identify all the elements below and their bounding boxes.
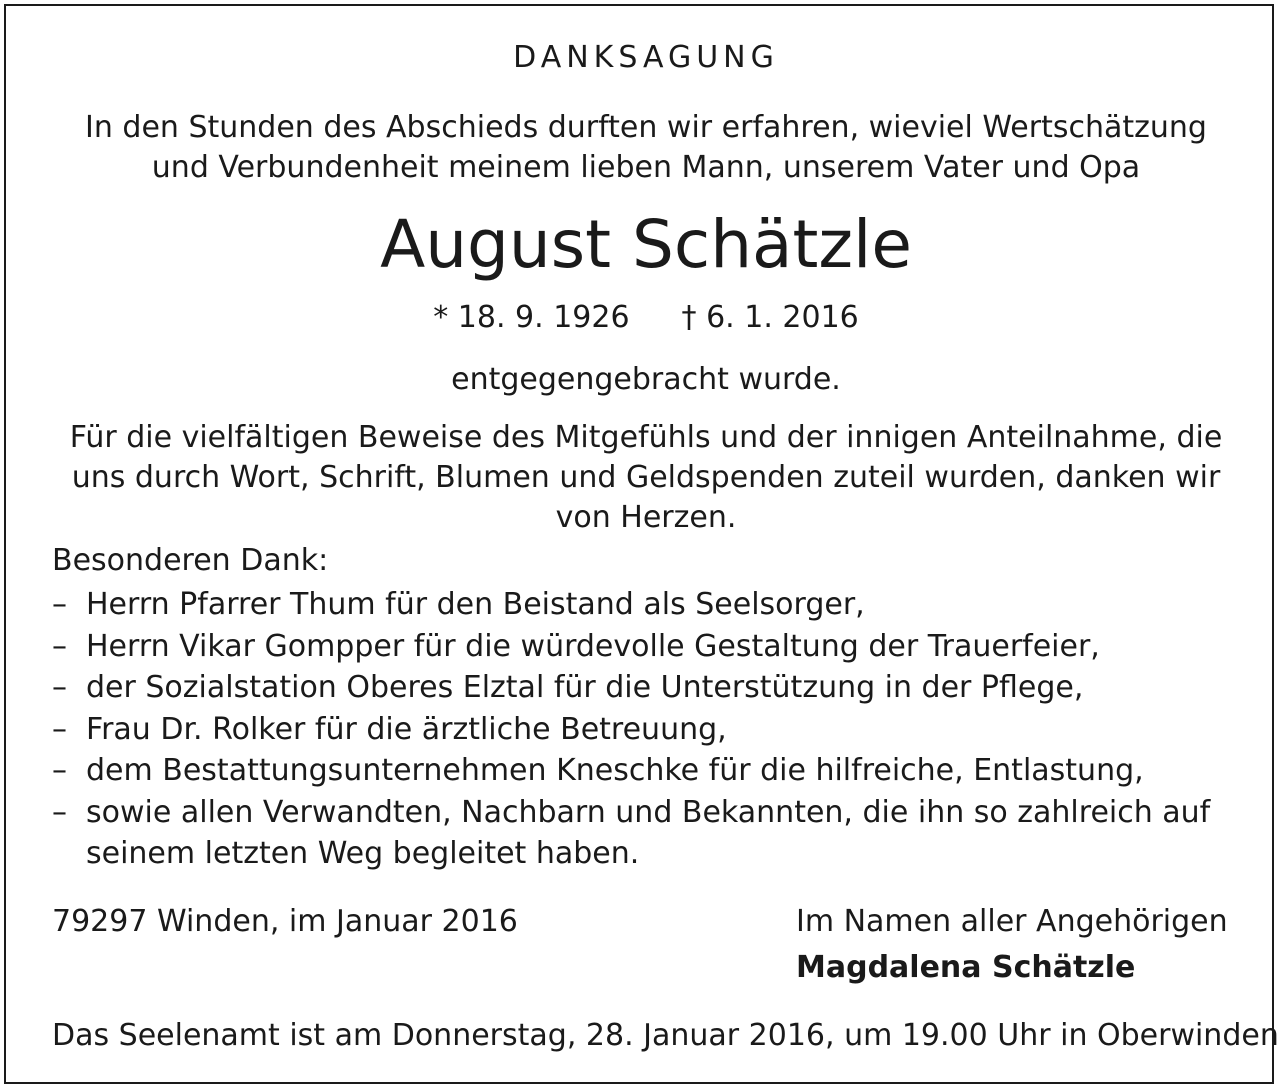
thanks-line-1: Für die vielfältigen Beweise des Mitgefühls und der innigen Anteilnahme, die [69,420,1223,455]
place-and-date: 79297 Winden, im Januar 2016 [52,904,518,939]
list-item-text: der Sozialstation Oberes Elztal für die Unterstützung in der Pflege, [86,670,1084,705]
list-item-text: Herrn Vikar Gompper für die würdevolle Gestaltung der Trauerfeier, [86,628,1100,664]
dash-bullet: – [52,711,67,747]
dash-bullet: – [52,794,67,830]
thanks-paragraph [52,418,1240,538]
signoff-block [796,902,1240,988]
dash-bullet: – [52,587,67,622]
life-dates [52,298,1240,338]
list-item-text: Frau Dr. Rolker für die ärztliche Betreuung, [86,711,727,747]
special-thanks-list [52,584,1240,875]
list-item [52,667,1240,709]
signer-name: Magdalena Schätzle [796,950,1136,985]
death-date: † 6. 1. 2016 [681,300,859,335]
dash-bullet: – [52,753,67,788]
list-item-text: Herrn Pfarrer Thum für den Beistand als Seelsorger, [86,587,865,622]
list-item [52,709,1240,751]
signoff-line: Im Namen aller Angehörigen [796,904,1228,939]
intro-line-2: und Verbundenheit meinem lieben Mann, unserem Vater und Opa [151,150,1141,185]
intro-paragraph [52,108,1240,188]
thanks-line-3: von Herzen. [555,500,737,535]
dash-bullet: – [52,628,67,664]
dash-bullet: – [52,670,67,705]
intro-line-1: In den Stunden des Abschieds durften wir erfahren, wieviel Wertschätzung [85,110,1207,145]
list-item-text: dem Bestattungsunternehmen Kneschke für die hilfreiche, Entlastung, [86,753,1144,788]
thanks-line-2: uns durch Wort, Schrift, Blumen und Geldspenden zuteil wurden, danken wir [71,460,1221,495]
list-item [52,626,1240,668]
service-notice: Das Seelenamt ist am Donnerstag, 28. Januar 2016, um 19.00 Uhr in Oberwinden [52,1018,1279,1053]
list-item [52,584,1240,626]
list-item-text: sowie allen Verwandten, Nachbarn und Bekannten, die ihn so zahlreich auf seinem letzten Weg begleitet haben. [86,794,1211,871]
list-item [52,750,1240,792]
birth-date: * 18. 9. 1926 [433,300,630,335]
notice-heading: DANKSAGUNG [513,40,779,75]
after-name-text: entgegengebracht wurde. [451,362,841,397]
notice-frame [4,4,1279,1084]
special-thanks-heading: Besonderen Dank: [52,543,329,578]
deceased-name: August Schätzle [380,206,912,283]
list-item [52,792,1240,875]
